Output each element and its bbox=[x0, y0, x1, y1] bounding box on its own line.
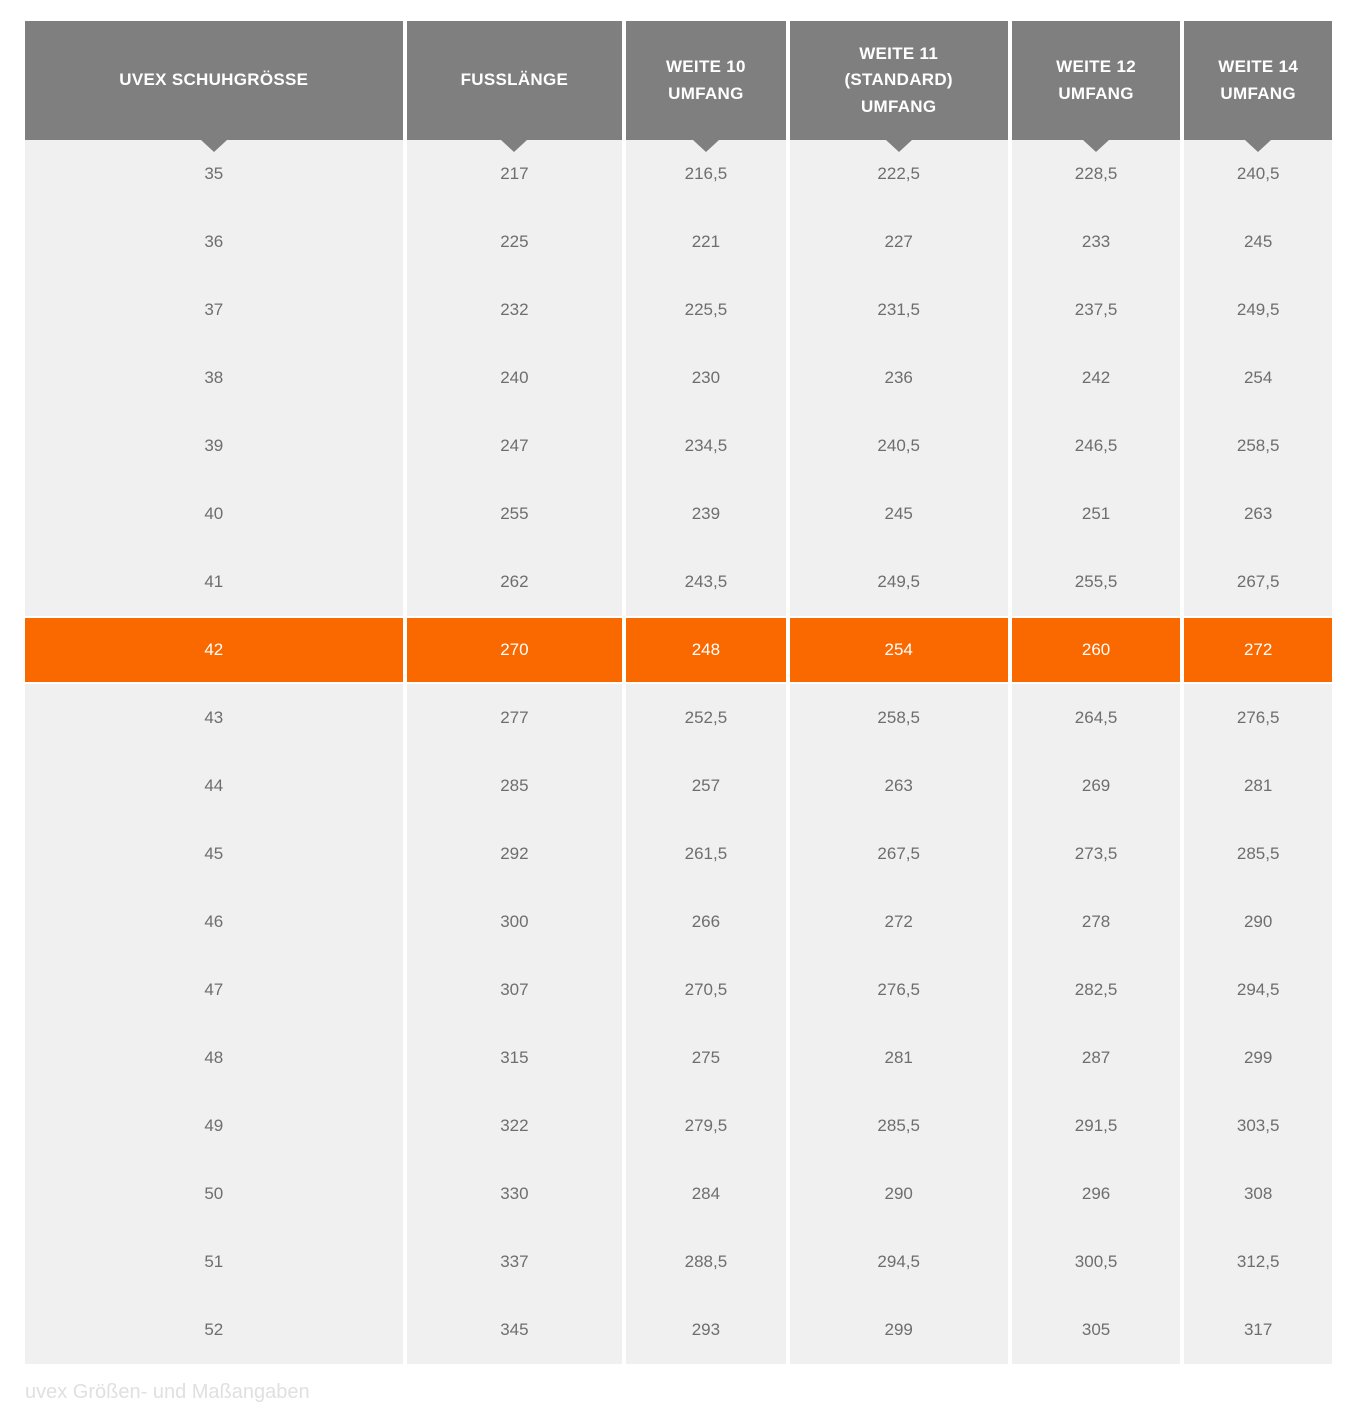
cell: 276,5 bbox=[1184, 684, 1332, 752]
cell: 300 bbox=[407, 888, 623, 956]
cell: 296 bbox=[1012, 1160, 1181, 1228]
cell: 41 bbox=[25, 548, 403, 616]
cell: 276,5 bbox=[790, 956, 1008, 1024]
cell: 267,5 bbox=[790, 820, 1008, 888]
cell: 317 bbox=[1184, 1296, 1332, 1364]
cell: 237,5 bbox=[1012, 276, 1181, 344]
cell: 254 bbox=[790, 616, 1008, 684]
cell: 230 bbox=[626, 344, 785, 412]
table-row bbox=[25, 344, 1332, 412]
cell: 245 bbox=[1184, 208, 1332, 276]
cell: 44 bbox=[25, 752, 403, 820]
table-row-highlighted bbox=[25, 616, 1332, 684]
cell: 249,5 bbox=[790, 548, 1008, 616]
cell: 247 bbox=[407, 412, 623, 480]
table-body bbox=[25, 140, 1332, 1364]
table-row bbox=[25, 1092, 1332, 1160]
cell: 36 bbox=[25, 208, 403, 276]
col-header-label: UVEX SCHUHGRÖSSE bbox=[119, 70, 309, 90]
cell: 261,5 bbox=[626, 820, 785, 888]
cell: 266 bbox=[626, 888, 785, 956]
cell: 281 bbox=[1184, 752, 1332, 820]
col-header-weite-10-umfang bbox=[626, 21, 785, 140]
cell: 322 bbox=[407, 1092, 623, 1160]
cell: 240 bbox=[407, 344, 623, 412]
col-header-label: WEITE 12 UMFANG bbox=[1056, 57, 1136, 103]
col-header-label: WEITE 10 UMFANG bbox=[665, 57, 746, 103]
cell: 240,5 bbox=[790, 412, 1008, 480]
cell: 315 bbox=[407, 1024, 623, 1092]
cell: 270,5 bbox=[626, 956, 785, 1024]
cell: 240,5 bbox=[1184, 140, 1332, 208]
table-row bbox=[25, 276, 1332, 344]
cell: 312,5 bbox=[1184, 1228, 1332, 1296]
cell: 225 bbox=[407, 208, 623, 276]
shoe-size-table bbox=[21, 21, 1336, 1364]
table-row bbox=[25, 1024, 1332, 1092]
cell: 293 bbox=[626, 1296, 785, 1364]
cell: 243,5 bbox=[626, 548, 785, 616]
cell: 300,5 bbox=[1012, 1228, 1181, 1296]
cell: 299 bbox=[1184, 1024, 1332, 1092]
cell: 232 bbox=[407, 276, 623, 344]
cell: 225,5 bbox=[626, 276, 785, 344]
cell: 236 bbox=[790, 344, 1008, 412]
col-header-label: WEITE 14 UMFANG bbox=[1218, 57, 1299, 103]
cell: 50 bbox=[25, 1160, 403, 1228]
cell: 255 bbox=[407, 480, 623, 548]
table-row bbox=[25, 1160, 1332, 1228]
cell: 282,5 bbox=[1012, 956, 1181, 1024]
col-header-label: WEITE 11 (STANDARD) UMFANG bbox=[844, 43, 953, 116]
col-header-weite-12-umfang bbox=[1012, 21, 1181, 140]
cell: 39 bbox=[25, 412, 403, 480]
cell: 272 bbox=[790, 888, 1008, 956]
table-row bbox=[25, 208, 1332, 276]
cell: 222,5 bbox=[790, 140, 1008, 208]
cell: 37 bbox=[25, 276, 403, 344]
cell: 294,5 bbox=[790, 1228, 1008, 1296]
col-header-weite-14-umfang bbox=[1184, 21, 1332, 140]
cell: 281 bbox=[790, 1024, 1008, 1092]
cell: 288,5 bbox=[626, 1228, 785, 1296]
header-row bbox=[25, 21, 1332, 140]
cell: 52 bbox=[25, 1296, 403, 1364]
table-row bbox=[25, 480, 1332, 548]
cell: 239 bbox=[626, 480, 785, 548]
cell: 46 bbox=[25, 888, 403, 956]
cell: 38 bbox=[25, 344, 403, 412]
cell: 231,5 bbox=[790, 276, 1008, 344]
cell: 252,5 bbox=[626, 684, 785, 752]
cell: 227 bbox=[790, 208, 1008, 276]
col-header-uvex-schuhgroesse bbox=[25, 21, 403, 140]
cell: 254 bbox=[1184, 344, 1332, 412]
cell: 264,5 bbox=[1012, 684, 1181, 752]
cell: 285 bbox=[407, 752, 623, 820]
triangle-down-icon bbox=[501, 140, 527, 152]
cell: 290 bbox=[790, 1160, 1008, 1228]
cell: 275 bbox=[626, 1024, 785, 1092]
table-row bbox=[25, 956, 1332, 1024]
cell: 228,5 bbox=[1012, 140, 1181, 208]
cell: 251 bbox=[1012, 480, 1181, 548]
cell: 221 bbox=[626, 208, 785, 276]
cell: 257 bbox=[626, 752, 785, 820]
cell: 337 bbox=[407, 1228, 623, 1296]
triangle-down-icon bbox=[1245, 140, 1271, 152]
cell: 272 bbox=[1184, 616, 1332, 684]
cell: 260 bbox=[1012, 616, 1181, 684]
table-row bbox=[25, 1296, 1332, 1364]
cell: 307 bbox=[407, 956, 623, 1024]
cell: 216,5 bbox=[626, 140, 785, 208]
cell: 270 bbox=[407, 616, 623, 684]
cell: 42 bbox=[25, 616, 403, 684]
cell: 290 bbox=[1184, 888, 1332, 956]
table-row bbox=[25, 412, 1332, 480]
triangle-down-icon bbox=[693, 140, 719, 152]
cell: 248 bbox=[626, 616, 785, 684]
cell: 234,5 bbox=[626, 412, 785, 480]
cell: 43 bbox=[25, 684, 403, 752]
cell: 278 bbox=[1012, 888, 1181, 956]
table-row bbox=[25, 752, 1332, 820]
cell: 249,5 bbox=[1184, 276, 1332, 344]
triangle-down-icon bbox=[201, 140, 227, 152]
col-header-fusslaenge bbox=[407, 21, 623, 140]
cell: 45 bbox=[25, 820, 403, 888]
cell: 269 bbox=[1012, 752, 1181, 820]
cell: 292 bbox=[407, 820, 623, 888]
col-header-label: FUSSLÄNGE bbox=[460, 70, 569, 90]
cell: 284 bbox=[626, 1160, 785, 1228]
table-caption: uvex Größen- und Maßangaben bbox=[25, 1381, 310, 1403]
cell: 345 bbox=[407, 1296, 623, 1364]
cell: 299 bbox=[790, 1296, 1008, 1364]
cell: 273,5 bbox=[1012, 820, 1181, 888]
cell: 291,5 bbox=[1012, 1092, 1181, 1160]
cell: 262 bbox=[407, 548, 623, 616]
cell: 263 bbox=[1184, 480, 1332, 548]
cell: 35 bbox=[25, 140, 403, 208]
cell: 285,5 bbox=[790, 1092, 1008, 1160]
cell: 305 bbox=[1012, 1296, 1181, 1364]
table-row bbox=[25, 888, 1332, 956]
triangle-down-icon bbox=[886, 140, 912, 152]
cell: 51 bbox=[25, 1228, 403, 1296]
cell: 285,5 bbox=[1184, 820, 1332, 888]
table-row bbox=[25, 1228, 1332, 1296]
cell: 40 bbox=[25, 480, 403, 548]
cell: 277 bbox=[407, 684, 623, 752]
cell: 308 bbox=[1184, 1160, 1332, 1228]
table-row bbox=[25, 820, 1332, 888]
cell: 303,5 bbox=[1184, 1092, 1332, 1160]
triangle-down-icon bbox=[1083, 140, 1109, 152]
cell: 258,5 bbox=[790, 684, 1008, 752]
cell: 49 bbox=[25, 1092, 403, 1160]
cell: 287 bbox=[1012, 1024, 1181, 1092]
table-row bbox=[25, 684, 1332, 752]
cell: 263 bbox=[790, 752, 1008, 820]
cell: 48 bbox=[25, 1024, 403, 1092]
cell: 47 bbox=[25, 956, 403, 1024]
table-row bbox=[25, 548, 1332, 616]
cell: 246,5 bbox=[1012, 412, 1181, 480]
cell: 217 bbox=[407, 140, 623, 208]
cell: 294,5 bbox=[1184, 956, 1332, 1024]
cell: 258,5 bbox=[1184, 412, 1332, 480]
cell: 267,5 bbox=[1184, 548, 1332, 616]
cell: 330 bbox=[407, 1160, 623, 1228]
cell: 242 bbox=[1012, 344, 1181, 412]
cell: 233 bbox=[1012, 208, 1181, 276]
cell: 255,5 bbox=[1012, 548, 1181, 616]
cell: 279,5 bbox=[626, 1092, 785, 1160]
cell: 245 bbox=[790, 480, 1008, 548]
col-header-weite-11-standard-umfang bbox=[790, 21, 1008, 140]
